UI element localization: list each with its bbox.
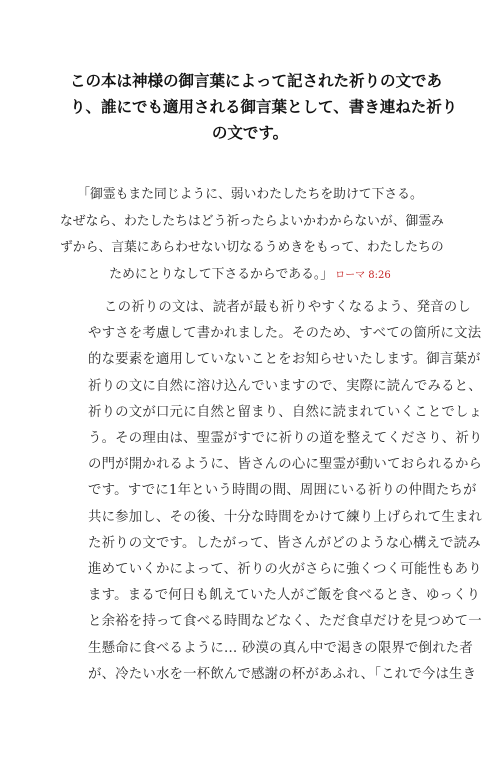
body-line: 祈りの文が口元に自然と留まり、自然に読まれていくことでしょ (88, 404, 483, 420)
body-line: 祈りの文に自然に溶け込んでいますので、実際に読んでみると、 (88, 378, 482, 394)
body-line: ます。まるで何日も飢えていた人がご飯を食べるとき、ゆっくり (88, 588, 481, 604)
intro-line: この本は神様の御言葉によって記された祈りの文であ (70, 72, 443, 90)
scripture-quote (60, 182, 444, 289)
scripture-reference: ローマ 8:26 (335, 269, 391, 281)
quote-line: なぜなら、わたしたちはどう祈ったらよいかわからないが、御霊み (60, 213, 444, 229)
quote-line-text: ためにとりなして下さるからである。」 (109, 266, 334, 282)
body-line: う。その理由は、聖霊がすでに祈りの道を整えてくださり、祈り (88, 431, 483, 447)
body-line: 進めていくかによって、祈りの火がさらに強くつく可能性もあり (88, 562, 482, 578)
body-line: た祈りの文です。したがって、皆さんがどのような心構えで読み (88, 535, 481, 551)
body-line: この祈りの文は、読者が最も祈りやすくなるよう、発音のし (104, 300, 471, 315)
body-paragraph (88, 295, 483, 688)
intro-paragraph (70, 68, 458, 146)
body-line: です。すでに1年という時間の間、周囲にいる祈りの仲間たちが (88, 483, 477, 499)
body-line: 的な要素を適用していないことをお知らせいたします。御言葉が (88, 352, 481, 368)
body-line: と余裕を持って食べる時間などなく、ただ食卓だけを見つめて一 (88, 614, 482, 630)
body-line: 共に参加し、その後、十分な時間をかけて練り上げられて生まれ (88, 509, 483, 525)
intro-line: り、誰にでも適用される御言葉として、書き連ねた祈り (70, 98, 458, 116)
body-line: の門が開かれるように、皆さんの心に聖霊が動いておられるから (88, 457, 483, 473)
body-line: やすさを考慮して書かれました。そのため、すべての箇所に文法 (88, 326, 482, 342)
intro-line: の文です。 (211, 124, 289, 142)
body-line: が、冷たい水を一杯飲んで感謝の杯があふれ、「これで今は生き (88, 666, 477, 682)
quote-line-last (60, 262, 440, 290)
quote-line: ずから、言葉にあらわせない切なるうめきをもって、わたしたちの (60, 240, 444, 255)
quote-line: 「御霊もまた同じように、弱いわたしたちを助けて下さる。 (77, 187, 423, 202)
body-line: 生懸命に食べるように… 砂漠の真ん中で渇きの限界で倒れた者 (88, 640, 473, 656)
